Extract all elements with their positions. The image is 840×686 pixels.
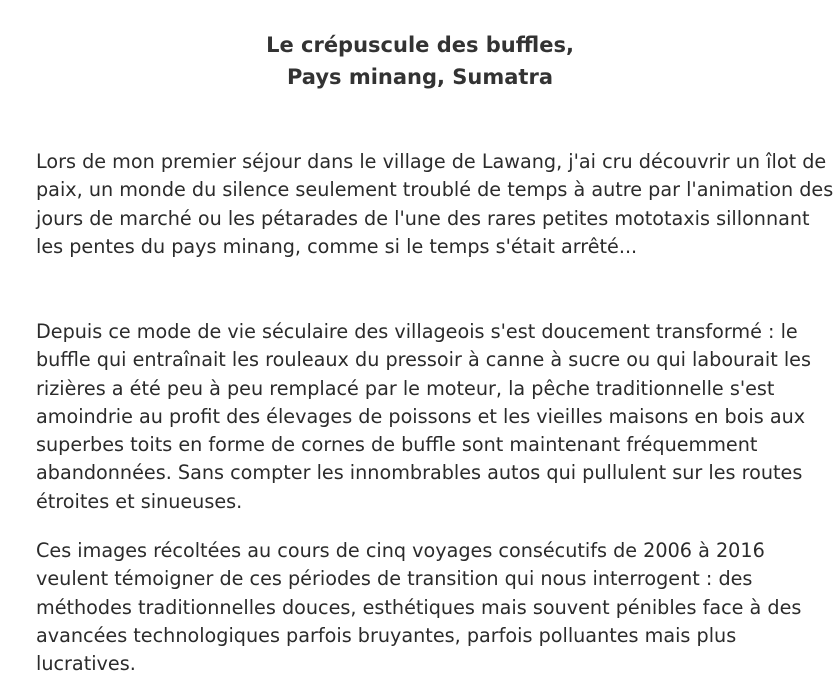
title-line-2: Pays minang, Sumatra bbox=[286, 65, 554, 89]
paragraph-images: Ces images récoltées au cours de cinq voyages consécutifs de 2006 à 2016 veulent témoigner de ces périodes de transition qui nous interrogent : des méthodes traditionnelles douces, esthétiques mais souvent pénibles face à des avancées technologiques parfois bruyantes, parfois polluantes mais plus lucratives. bbox=[36, 539, 802, 676]
paragraph-transformation: Depuis ce mode de vie séculaire des villageois s'est doucement transformé : le buffle qui entraînait les rouleaux du pressoir à canne à sucre ou qui labourait les rizières a été peu à peu remplacé par le moteur, la pêche traditionnelle s'est amoindrie au profit des élevages de poissons et les vieilles maisons en bois aux superbes toits en forme de cornes de buffle sont maintenant fréquemment abandonnées. Sans compter les innombrables autos qui pullulent sur les routes étroites et sinueuses. bbox=[36, 320, 811, 513]
page-title bbox=[0, 29, 840, 93]
paragraph-intro: Lors de mon premier séjour dans le village de Lawang, j'ai cru découvrir un îlot de paix, un monde du silence seulement troublé de temps à autre par l'animation des jours de marché ou les pétarades de l'une des rares petites mototaxis sillonnant les pentes du pays minang, comme si le temps s'était arrêté... bbox=[36, 150, 834, 258]
title-line-1: Le crépuscule des buffles, bbox=[266, 33, 574, 57]
